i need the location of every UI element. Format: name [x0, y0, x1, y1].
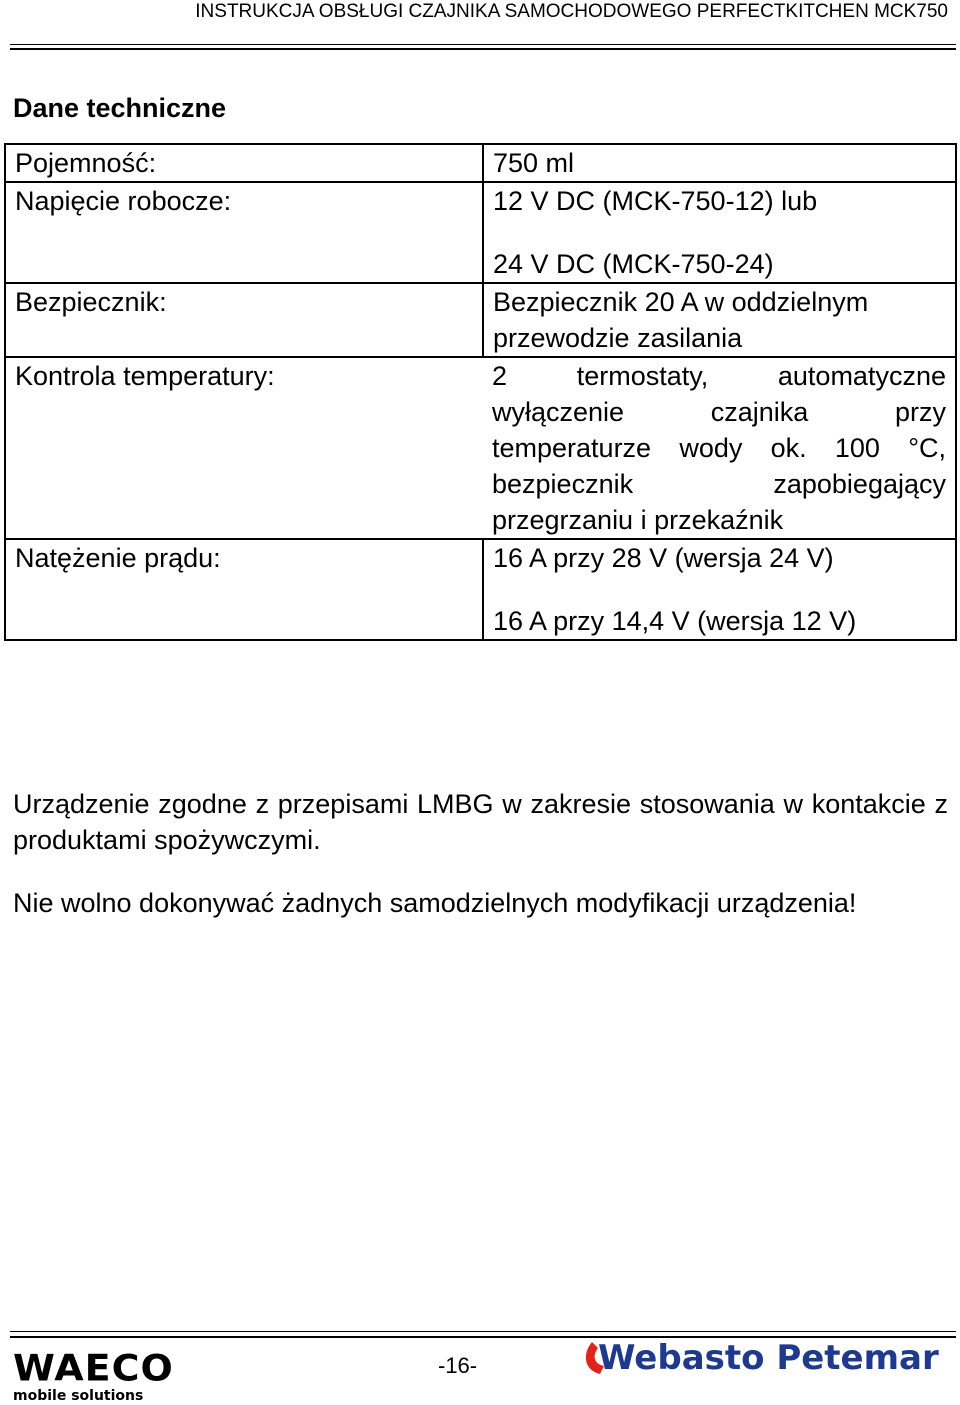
waeco-logo-tagline: mobile solutions [13, 1388, 144, 1404]
spec-value-line: 12 V DC (MCK-750-12) lub [493, 186, 818, 216]
spec-label: Kontrola temperatury: [5, 357, 483, 539]
waeco-logo-word: WAECO [13, 1347, 174, 1389]
spec-label: Pojemność: [5, 144, 483, 182]
warning-note: Nie wolno dokonywać żadnych samodzielnych modyfikacji urządzenia! [13, 888, 857, 918]
webasto-logo-word: Webasto Petemar [598, 1338, 939, 1378]
section-heading: Dane techniczne [13, 93, 227, 123]
header-rule-thin [10, 44, 956, 45]
spec-label: Natężenie prądu: [5, 539, 483, 640]
spec-row-temperature [5, 357, 956, 539]
spec-value [483, 539, 956, 640]
spec-value: 2 termostaty, automatyczne wyłączenie czajnika przy temperaturze wody ok. 100 °C, bezpiecznik zapobiegający przegrzaniu i przekaźnik [483, 357, 956, 539]
spec-value-line: 16 A przy 28 V (wersja 24 V) [493, 543, 834, 573]
webasto-petemar-logo [578, 1336, 950, 1380]
page-header-title: INSTRUKCJA OBSŁUGI CZAJNIKA SAMOCHODOWEGO PERFECTKITCHEN MCK750 [195, 1, 948, 22]
spec-label: Bezpiecznik: [5, 283, 483, 357]
spec-value-line: 16 A przy 14,4 V (wersja 12 V) [493, 606, 857, 636]
compliance-note: Urządzenie zgodne z przepisami LMBG w zakresie stosowania w kontakcie z produktami spożywczymi. [13, 789, 948, 855]
header-rule-thick [10, 48, 956, 50]
spec-row-capacity [5, 144, 956, 182]
waeco-logo [13, 1347, 174, 1404]
spec-table [4, 143, 957, 641]
spec-row-fuse [5, 283, 956, 357]
footer-rule-thin [10, 1331, 956, 1332]
spec-row-voltage [5, 182, 956, 283]
spec-value: Bezpiecznik 20 A w oddzielnym przewodzie zasilania [483, 283, 956, 357]
spec-row-current [5, 539, 956, 640]
spec-value [483, 182, 956, 283]
spec-value-line: 24 V DC (MCK-750-24) [493, 249, 774, 279]
spec-label: Napięcie robocze: [5, 182, 483, 283]
page-number: -16- [438, 1353, 478, 1378]
spec-value: 750 ml [483, 144, 956, 182]
